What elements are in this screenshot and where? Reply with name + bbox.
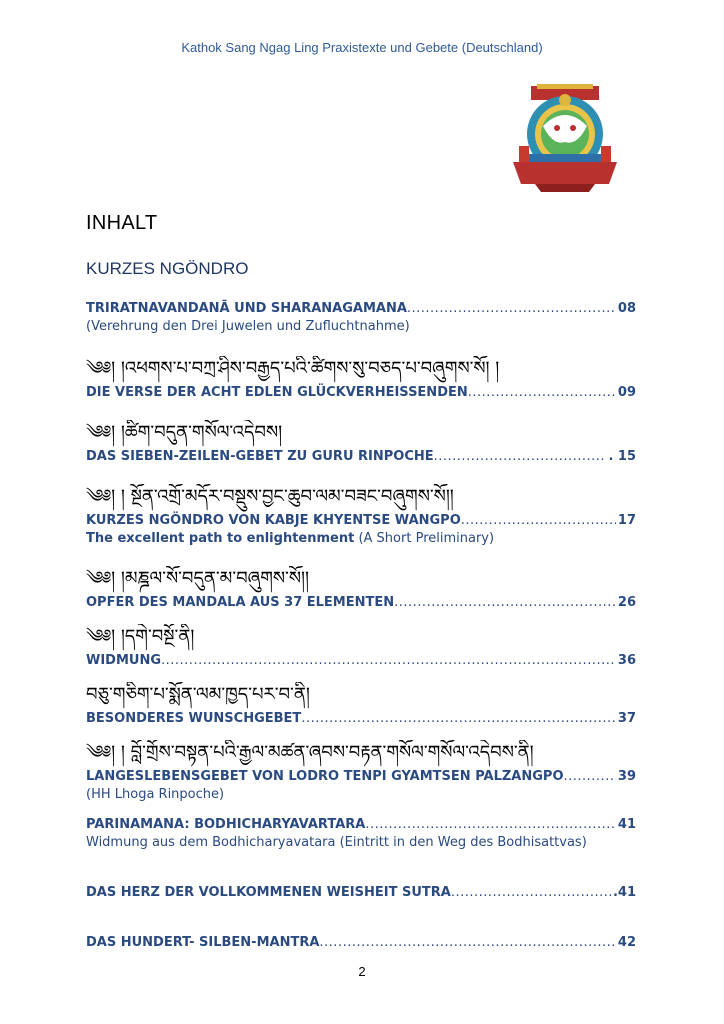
toc-page[interactable]: . 15 [608,449,636,464]
toc-entry [86,420,636,466]
kathok-emblem-logo [505,84,625,196]
toc-page[interactable]: 26 [617,595,636,610]
toc-note: (HH Lhoga Rinpoche) [86,787,225,802]
toc-title[interactable]: KURZES NGÖNDRO VON KABJE KHYENTSE WANGPO [86,513,461,528]
toc-note-bold: The excellent path to enlightenment [86,531,355,546]
toc-page[interactable]: 36 [617,653,636,668]
tibetan-title: ༄༅། ། སྔོན་འགྲོ་མདོར་བསྡུས་བྱང་ཆུབ་ལམ་བཟང་བཞུགས་སོ།། [86,486,454,507]
tibetan-title: ༄༅། ། བློ་གྲོས་བསྟན་པའི་རྒྱལ་མཚན་ཞབས་བརྟན་གསོལ་གསོལ་འདེབས་ནི། [86,742,534,763]
toc-note: (A Short Preliminary) [354,531,495,546]
toc-title[interactable]: DAS HUNDERT- SILBEN-MANTRA [86,935,320,950]
toc-page[interactable]: 42 [617,935,636,950]
toc-entry [86,816,636,852]
toc-title[interactable]: WIDMUNG [86,653,162,668]
toc-title[interactable]: OPFER DES MANDALA AUS 37 ELEMENTEN [86,595,395,610]
tibetan-title: ༄༅། །དགེ་བསྔོ་ནི། [86,626,195,647]
toc-title[interactable]: PARINAMANA: BODHICHARYAVARTARA [86,817,366,832]
tibetan-title: ༄༅། །མཎྜལ་སོ་བདུན་མ་བཞུགས་སོ།། [86,568,309,589]
toc-page[interactable]: 39 [617,769,636,784]
toc-page[interactable]: 41 [617,817,636,832]
toc-title[interactable]: DAS SIEBEN-ZEILEN-GEBET ZU GURU RINPOCHE [86,449,434,464]
toc-title[interactable]: TRIRATNAVANDANĀ UND SHARANAGAMANA [86,301,407,316]
toc-entry [86,682,636,728]
toc-title[interactable]: LANGESLEBENSGEBET VON LODRO TENPI GYAMTSEN PALZANGPO [86,769,564,784]
toc-note: (Verehrung den Drei Juwelen und Zufluchtnahme) [86,319,410,334]
toc-page[interactable]: 17 [617,513,636,528]
toc-page[interactable]: 08 [617,301,636,316]
toc-page[interactable]: .41 [612,885,636,900]
toc-title[interactable]: DAS HERZ DER VOLLKOMMENEN WEISHEIT SUTRA [86,885,451,900]
toc-entry [86,300,636,336]
tibetan-title: ༄༅། །ཚིག་བདུན་གསོལ་འདེབས། [86,422,283,443]
page-number: 2 [358,964,366,979]
page-heading: INHALT [86,212,158,234]
toc-entry [86,884,636,902]
toc-entry [86,740,636,804]
section-subheading: KURZES NGÖNDRO [86,259,249,278]
tibetan-title: བཅུ་གཅིག་པ་སྨོན་ལམ་ཁྱད་པར་བ་ནི། [86,684,310,705]
toc-entry [86,566,636,612]
toc-entry [86,356,636,402]
toc-entry [86,934,636,952]
page-header: Kathok Sang Ngag Ling Praxistexte und Gebete (Deutschland) [181,40,543,55]
toc-entry [86,624,636,670]
toc-page[interactable]: 09 [617,385,636,400]
toc-title[interactable]: DIE VERSE DER ACHT EDLEN GLÜCKVERHEISSENDEN [86,385,468,400]
toc-title[interactable]: BESONDERES WUNSCHGEBET [86,711,302,726]
toc-page[interactable]: 37 [617,711,636,726]
toc-entry [86,484,636,548]
tibetan-title: ༄༅། །འཕགས་པ་བཀྲ་ཤིས་བརྒྱད་པའི་ཚིགས་སུ་བཅད་པ་བཞུགས་སོ། ། [86,358,500,379]
toc-note: Widmung aus dem Bodhicharyavatara (Eintritt in den Weg des Bodhisattvas) [86,835,587,850]
